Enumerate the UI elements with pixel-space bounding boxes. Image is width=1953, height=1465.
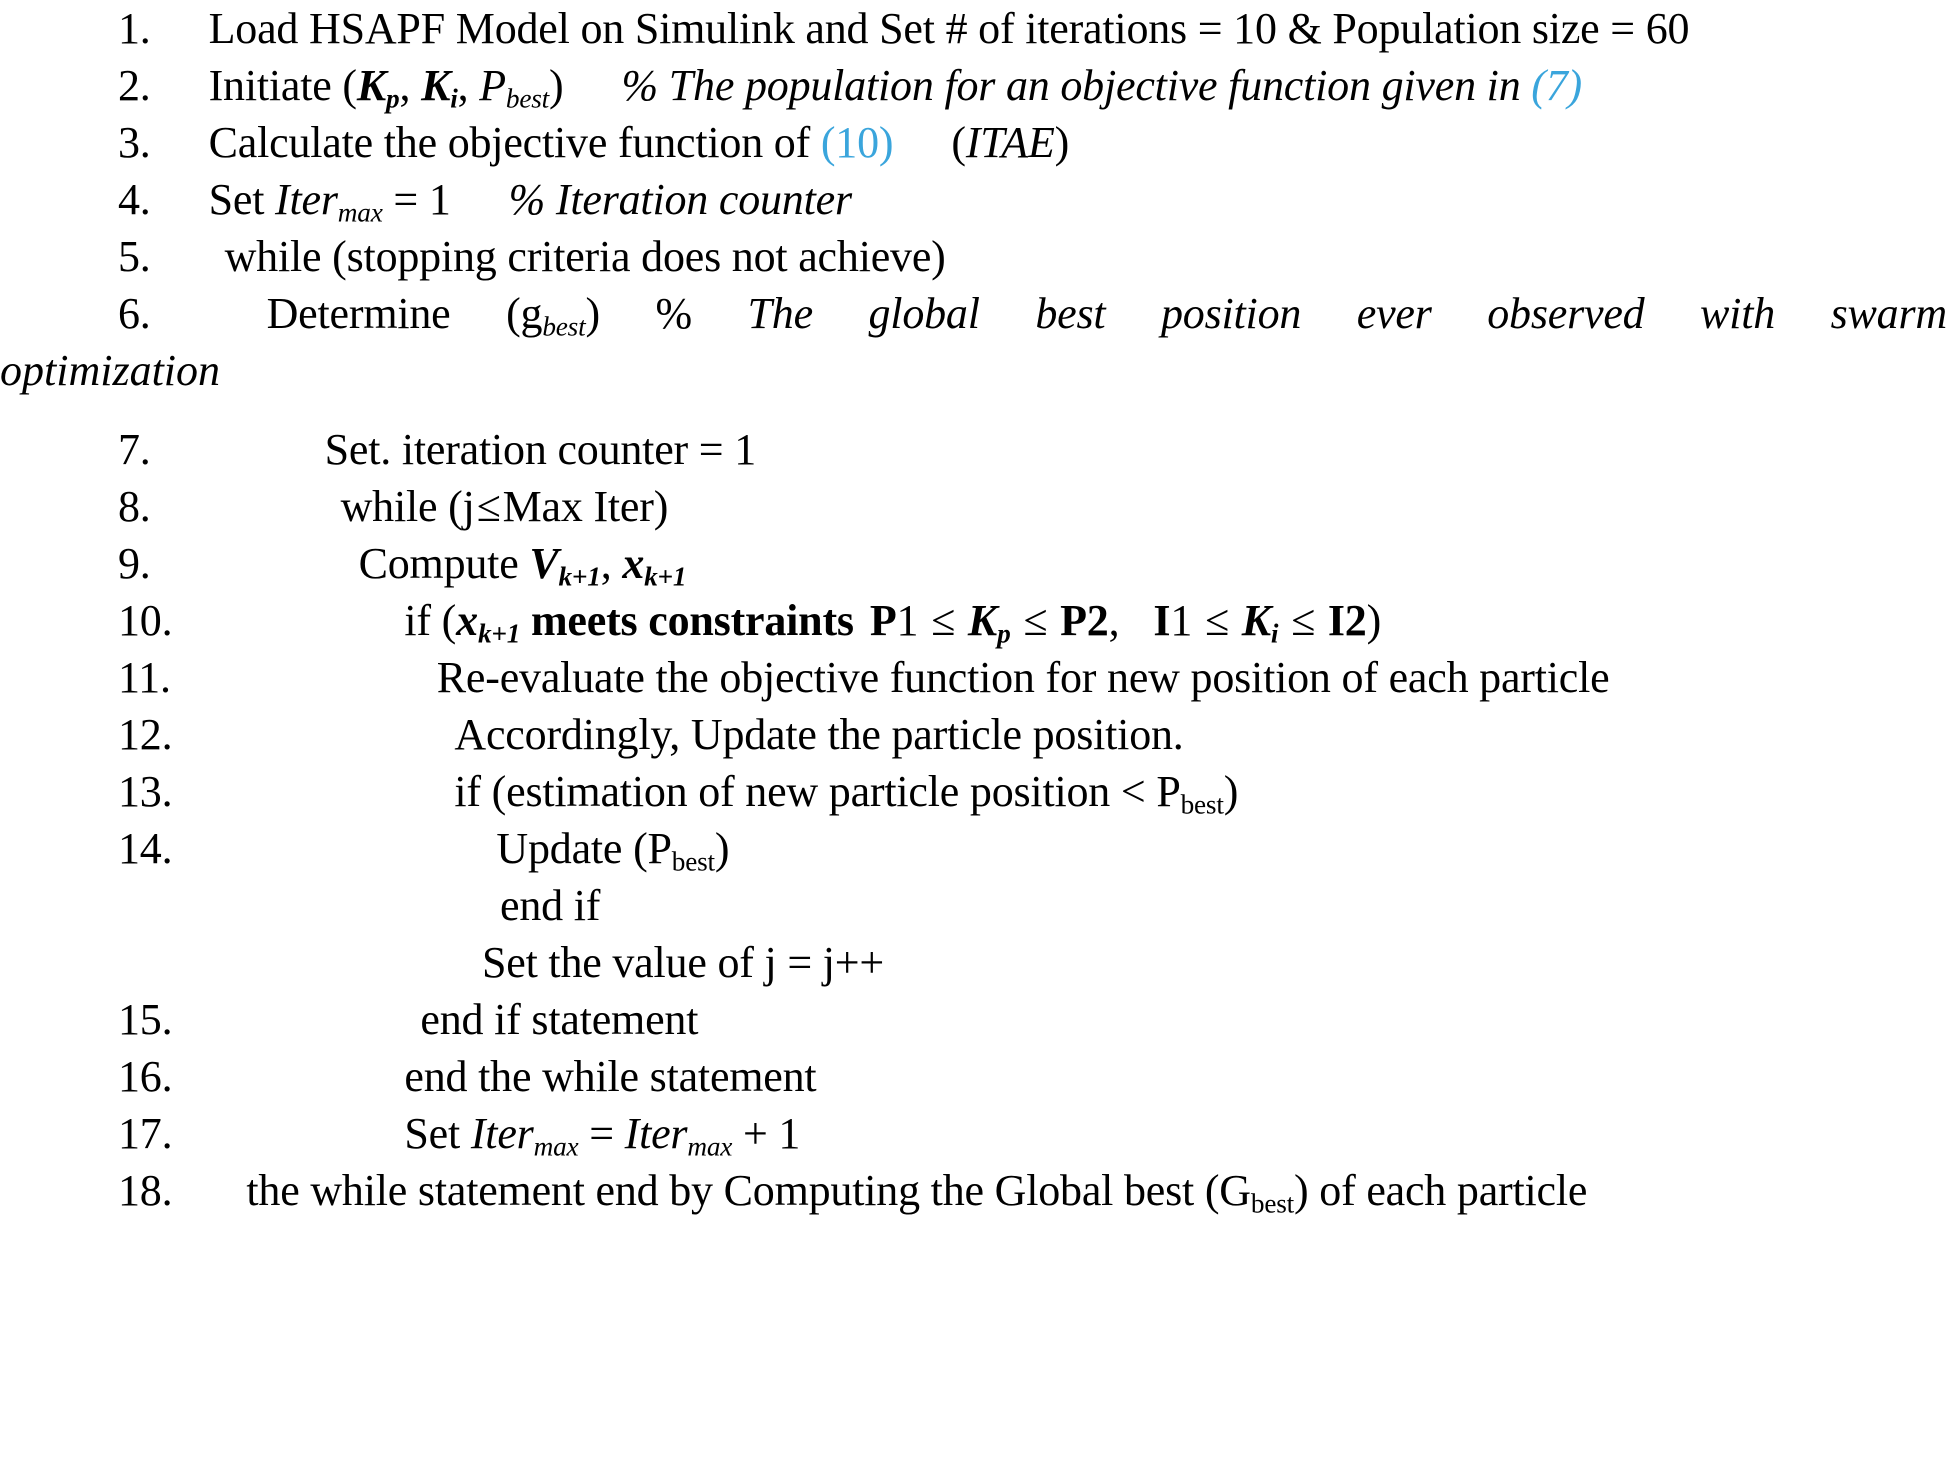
step-14-text-a: Update (P	[496, 824, 672, 873]
algorithm-step-12	[0, 706, 1953, 763]
symbol-kp: K	[356, 61, 387, 110]
step-15-text: end if statement	[420, 995, 699, 1044]
step-4-comment: Iteration counter	[555, 175, 852, 224]
symbol-ki-subscript: i	[1270, 618, 1279, 649]
constraint-p1-label: P	[869, 596, 897, 645]
symbol-itermax-right-subscript: max	[687, 1131, 733, 1162]
comment-marker: %	[621, 61, 669, 110]
step-number: 1.	[118, 4, 151, 53]
paren-close: )	[714, 824, 730, 873]
step-number: 5.	[118, 232, 151, 281]
constraint-i1-label: I	[1153, 596, 1171, 645]
algorithm-step-2	[0, 57, 1953, 114]
algorithm-endif-line	[0, 877, 1953, 934]
step-text	[151, 57, 1953, 114]
step-7-text: Set. iteration counter = 1	[324, 425, 756, 474]
step-text	[118, 934, 1953, 991]
symbol-gbest-subscript: best	[542, 311, 586, 342]
comma-2: ,	[457, 61, 480, 110]
constraint-i1-index: 1	[1170, 596, 1193, 645]
less-equal-icon: ≤	[1291, 596, 1316, 645]
algorithm-step-3	[0, 114, 1953, 171]
symbol-gbest: (g	[506, 289, 543, 338]
paren-close: )	[1223, 767, 1239, 816]
step-text	[151, 171, 1953, 228]
step-8-text-b: Max Iter)	[502, 482, 669, 531]
algorithm-setj-line	[0, 934, 1953, 991]
step-text	[151, 421, 1953, 478]
gbest-subscript: best	[1250, 1188, 1295, 1219]
step-number: 9.	[118, 539, 151, 588]
comma-1: ,	[399, 61, 422, 110]
step-text	[151, 228, 1953, 285]
algorithm-step-10	[0, 592, 1953, 649]
algorithm-step-5	[0, 228, 1953, 285]
symbol-velocity-subscript: k+1	[558, 561, 601, 592]
symbol-position-subscript: k+1	[477, 618, 521, 649]
step-9-text-a: Compute	[358, 539, 530, 588]
step-1-text-b: = 10 & Population size = 60	[1186, 4, 1690, 53]
step-1-text-a: Load HSAPF Model on Simulink and Set # of iterations	[208, 4, 1187, 53]
symbol-position-subscript: k+1	[644, 561, 687, 592]
step-number: 6.	[118, 289, 151, 338]
step-text	[151, 478, 1953, 535]
algorithm-step-18	[0, 1162, 1953, 1219]
step-text	[172, 706, 1953, 763]
symbol-ki: K	[1241, 596, 1271, 645]
step-number: 14.	[118, 824, 173, 873]
step-number: 7.	[118, 425, 151, 474]
algorithm-step-1	[0, 0, 1953, 57]
less-equal-icon: ≤	[1023, 596, 1048, 645]
comment-marker: %	[508, 175, 556, 224]
objective-itae: ITAE	[965, 118, 1055, 167]
paren-close: )	[585, 289, 600, 338]
step-4-text-a: Set	[208, 175, 276, 224]
algorithm-step-4	[0, 171, 1953, 228]
constraint-p2-label: P2	[1060, 596, 1109, 645]
symbol-kp: K	[967, 596, 998, 645]
step-text	[118, 877, 1953, 934]
symbol-ki-subscript: i	[450, 83, 458, 114]
comma: ,	[600, 539, 623, 588]
comma: ,	[1108, 596, 1120, 645]
step-number: 4.	[118, 175, 151, 224]
step-number: 18.	[118, 1166, 173, 1215]
equals-sign: =	[578, 1109, 625, 1158]
symbol-position: x	[622, 539, 645, 588]
step-18-text-b: ) of each particle	[1294, 1166, 1588, 1215]
step-text	[172, 820, 1953, 877]
symbol-pbest: P	[479, 61, 506, 110]
algorithm-step-17	[0, 1105, 1953, 1162]
step-text	[151, 114, 1953, 171]
step-text	[172, 1162, 1953, 1219]
pbest-subscript: best	[671, 846, 715, 877]
step-text	[172, 991, 1953, 1048]
symbol-itermax-left-subscript: max	[533, 1131, 579, 1162]
paren-close: )	[549, 61, 564, 110]
spacer	[0, 399, 1953, 421]
step-number: 12.	[118, 710, 173, 759]
algorithm-step-13	[0, 763, 1953, 820]
less-equal-icon: ≤	[931, 596, 956, 645]
paren-close: )	[1054, 118, 1070, 167]
equation-ref-10[interactable]: (10)	[820, 118, 894, 167]
step-16-text: end the while statement	[404, 1052, 817, 1101]
step-number: 2.	[118, 61, 151, 110]
paren-close: )	[1366, 596, 1382, 645]
algorithm-step-9	[0, 535, 1953, 592]
step-text	[171, 649, 1953, 706]
constraint-p1-index: 1	[896, 596, 919, 645]
step-13-text-a: if (estimation of new particle position < P	[454, 767, 1181, 816]
step-11-text: Re-evaluate the objective function for new position of each particle	[436, 653, 1610, 702]
step-number: 10.	[118, 596, 173, 645]
step-10-text-a: if (	[404, 596, 457, 645]
comment-marker: %	[655, 289, 692, 338]
step-2-comment: The population for an objective function given in	[668, 61, 1532, 110]
symbol-itermax-left: Iter	[470, 1109, 534, 1158]
step-6-text-a: Determine	[266, 289, 451, 338]
symbol-itermax: Iter	[275, 175, 338, 224]
step-8-text-a: while (j	[340, 482, 475, 531]
algorithm-step-14	[0, 820, 1953, 877]
symbol-itermax-subscript: max	[337, 197, 383, 228]
step-17-text-b: + 1	[732, 1109, 801, 1158]
step-12-text: Accordingly, Update the particle position.	[454, 710, 1184, 759]
step-number: 8.	[118, 482, 151, 531]
paren-open: (	[951, 118, 966, 167]
step-text	[172, 1048, 1953, 1105]
symbol-ki: K	[421, 61, 451, 110]
step-4-text-b: = 1	[382, 175, 451, 224]
algorithm-step-8	[0, 478, 1953, 535]
less-equal-icon: ≤	[1204, 596, 1229, 645]
symbol-itermax-right: Iter	[624, 1109, 688, 1158]
step-17-text-a: Set	[404, 1109, 471, 1158]
step-10-text-b: meets constraints	[520, 596, 854, 645]
step-number: 17.	[118, 1109, 173, 1158]
step-number: 15.	[118, 995, 173, 1044]
step-text	[151, 0, 1953, 57]
constraint-i2-label: I2	[1327, 596, 1367, 645]
equation-ref-7[interactable]: (7)	[1531, 61, 1583, 110]
step-text	[172, 763, 1953, 820]
step-2-text-a: Initiate (	[208, 61, 357, 110]
step-5-text: while (stopping criteria does not achieve)	[224, 232, 946, 281]
step-3-text-a: Calculate the objective function of	[208, 118, 821, 167]
step-number: 13.	[118, 767, 173, 816]
algorithm-step-15	[0, 991, 1953, 1048]
step-number: 11.	[118, 653, 171, 702]
algorithm-step-16	[0, 1048, 1953, 1105]
algorithm-step-11	[0, 649, 1953, 706]
step-6-comment: The global best position ever observed with swarm	[747, 289, 1947, 338]
step-18-text-a: the while statement end by Computing the Global best (G	[246, 1166, 1251, 1215]
algorithm-step-7	[0, 421, 1953, 478]
symbol-pbest-subscript: best	[505, 83, 550, 114]
endif-text: end if	[500, 881, 601, 930]
step-text	[151, 285, 1947, 342]
pbest-subscript: best	[1180, 789, 1224, 820]
algorithm-step-6	[0, 285, 1953, 342]
step-6-continuation: optimization	[0, 346, 221, 395]
step-text	[151, 535, 1953, 592]
symbol-position: x	[456, 596, 478, 645]
symbol-kp-subscript: p	[997, 618, 1011, 649]
less-equal-icon: ≤	[476, 482, 501, 531]
setj-text: Set the value of j = j++	[482, 938, 885, 987]
step-text	[172, 592, 1953, 649]
symbol-velocity: V	[529, 539, 559, 588]
symbol-kp-subscript: p	[386, 83, 400, 114]
step-number: 3.	[118, 118, 151, 167]
step-number: 16.	[118, 1052, 173, 1101]
step-text	[172, 1105, 1953, 1162]
symbol-gbest-group	[506, 289, 600, 342]
